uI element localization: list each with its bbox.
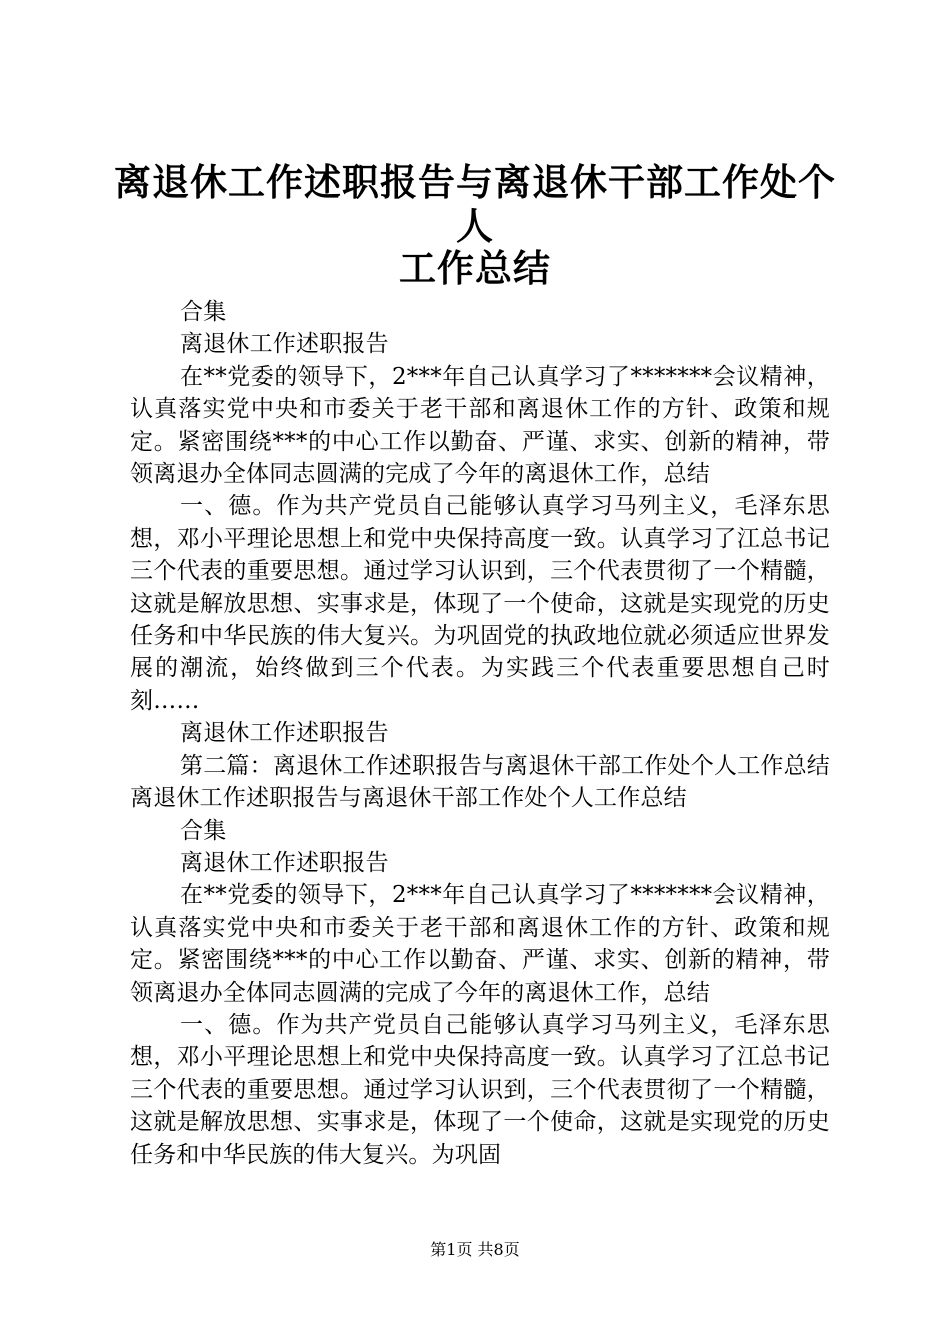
paragraph: 合集 (180, 817, 227, 844)
paragraph: 一、德。作为共产党员自己能够认真学习马列主义，毛泽东思想，邓小平理论思想上和党中央保持高度一致。认真学习了江总书记三个代表的重要思想。通过学习认识到，三个代表贯彻了一个精髓，这就是解放思想、实事求是，体现了一个使命，这就是实现党的历史任务和中华民族的伟大复兴。为巩固党的执政地位就必须适应世界发展的潮流，始终做到三个代表。为实践三个代表重要思想自己时刻…… (130, 493, 830, 714)
document-title-line-2: 工作总结 (399, 246, 551, 290)
paragraph: 离退休工作述职报告 (180, 849, 389, 876)
document-title-line-1: 离退休工作述职报告与离退休干部工作处个人 (114, 160, 836, 248)
paragraph: 在**党委的领导下，2***年自己认真学习了*******会议精神，认真落实党中央和市委关于老干部和离退休工作的方针、政策和规定。紧密围绕***的中心工作以勤奋、严谨、求实、创新的精神，带领离退办全体同志圆满的完成了今年的离退休工作，总结 (130, 363, 830, 488)
page-number-footer: 第1页 共8页 (430, 1240, 520, 1259)
paragraph: 离退休工作述职报告 (180, 331, 389, 358)
paragraph: 合集 (180, 299, 227, 325)
paragraph: 离退休工作述职报告 (180, 720, 389, 747)
paragraph: 第二篇：离退休工作述职报告与离退休干部工作处个人工作总结离退休工作述职报告与离退休干部工作处个人工作总结 (130, 752, 830, 812)
paragraph: 一、德。作为共产党员自己能够认真学习马列主义，毛泽东思想，邓小平理论思想上和党中央保持高度一致。认真学习了江总书记三个代表的重要思想。通过学习认识到，三个代表贯彻了一个精髓，这就是解放思想、实事求是，体现了一个使命，这就是实现党的历史任务和中华民族的伟大复兴。为巩固 (130, 1011, 830, 1168)
document-body (130, 296, 830, 1171)
paragraph: 在**党委的领导下，2***年自己认真学习了*******会议精神，认真落实党中央和市委关于老干部和离退休工作的方针、政策和规定。紧密围绕***的中心工作以勤奋、严谨、求实、创新的精神，带领离退办全体同志圆满的完成了今年的离退休工作，总结 (130, 882, 830, 1006)
